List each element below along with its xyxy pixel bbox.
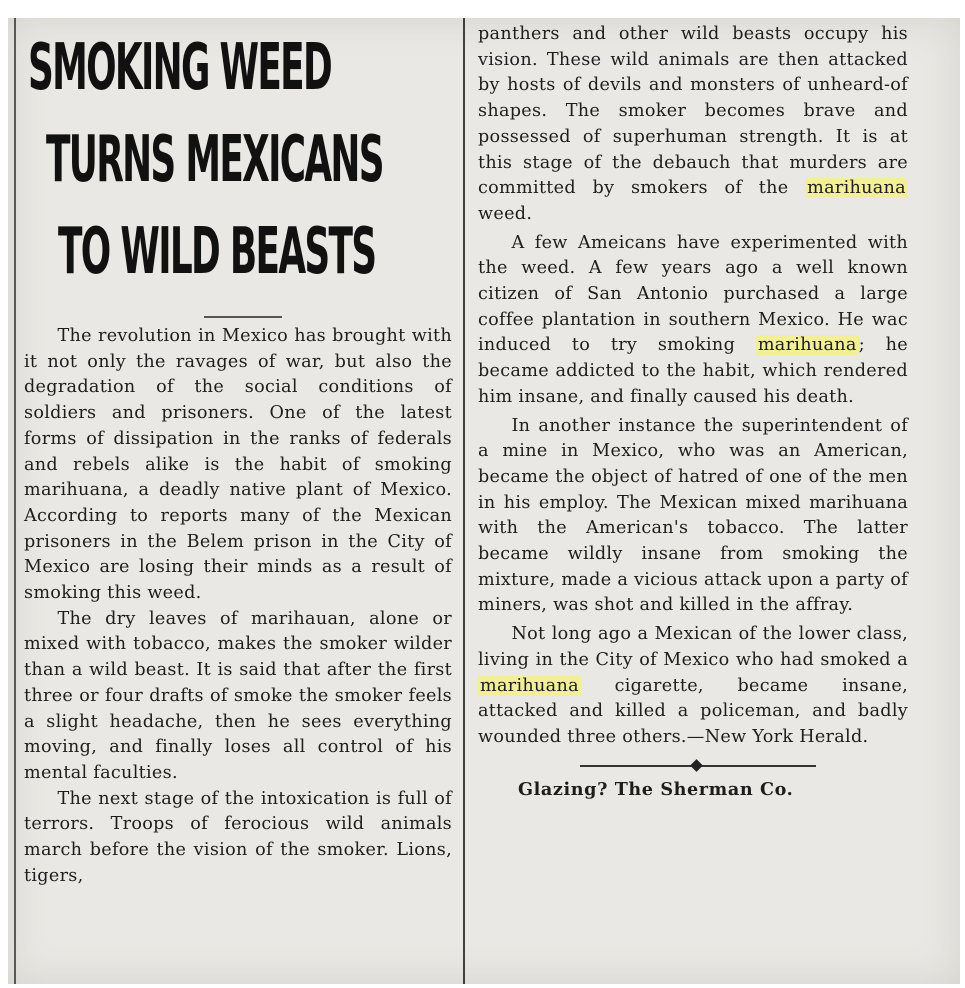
paragraph-3-continued-end: weed. [478, 203, 533, 224]
divider-diamond-icon [690, 759, 703, 772]
paragraph-6-text: Not long ago a Mexican of the lower class, living in the City of Mexico who had smoked a [478, 624, 908, 670]
article-paragraph-4 [478, 231, 908, 411]
headline-line-1: SMOKING WEED [28, 31, 332, 105]
headline-line-2: TURNS MEXICANS [46, 123, 383, 197]
headline-line-3: TO WILD BEASTS [58, 215, 376, 289]
article-paragraph-6 [478, 622, 908, 751]
column-divider-rule [463, 18, 465, 984]
highlighted-word: marihuana [757, 335, 857, 356]
paragraph-6-end: cigarette, became insane, attacked and killed a policeman, and badly wounded three others.—New York Herald. [478, 675, 908, 747]
left-column [24, 18, 452, 889]
paragraph-4-end: ; he became addicted to the habit, which rendered him insane, and finally caused his death. [478, 335, 908, 407]
article-paragraph-5: In another instance the superintendent of a mine in Mexico, who was an American, became the object of hatred of one of the men in his employ. The Mexican mixed marihuana with the American's tobacco. The latter became wildly insane from smoking the mixture, made a vicious attack upon a party of miners, was shot and killed in the affray. [478, 415, 908, 616]
headline-rule [204, 316, 282, 318]
highlighted-word: marihuana [480, 675, 579, 696]
article-paragraph-3-continued [478, 22, 908, 228]
right-column [478, 18, 908, 800]
newspaper-clipping [8, 18, 960, 984]
article-paragraph-1: The revolution in Mexico has brought with it not only the ravages of war, but also the degradation of the social conditions of soldiers and prisoners. One of the latest forms of dissipation in the ranks of federals and rebels alike is the habit of smoking marihuana, a deadly native plant of Mexico. According to reports many of the Mexican prisoners in the Belem prison in the City of Mexico are losing their minds as a result of smoking this weed. [24, 326, 452, 604]
paragraph-3-continued-text: panthers and other wild beasts occupy his vision. These wild animals are then attacked by hosts of devils and monsters of unheard-of shapes. The smoker becomes brave and possessed of superhuman strength. It is at this stage of the debauch that murders are committed by smokers of the [478, 24, 908, 199]
article-paragraph-2: The dry leaves of marihauan, alone or mixed with tobacco, makes the smoker wilder than a wild beast. It is said that after the first three or four drafts of smoke the smoker feels a slight headache, then he sees everything moving, and finally loses all control of his mental faculties. [24, 608, 452, 783]
paragraph-4-text: A few Ameicans have experimented with the weed. A few years ago a well known citizen of San Antonio purchased a large coffee plantation in southern Mexico. He wac induced to try smoking [478, 232, 908, 356]
headline [24, 18, 452, 298]
highlighted-word: marihuana [807, 178, 906, 199]
advertisement-line: Glazing? The Sherman Co. [518, 778, 794, 800]
section-divider [580, 765, 816, 767]
article-paragraph-3: The next stage of the intoxication is full of terrors. Troops of ferocious wild animals march before the vision of the smoker. Lions, tigers, [24, 788, 452, 886]
left-column-rule [14, 18, 16, 984]
